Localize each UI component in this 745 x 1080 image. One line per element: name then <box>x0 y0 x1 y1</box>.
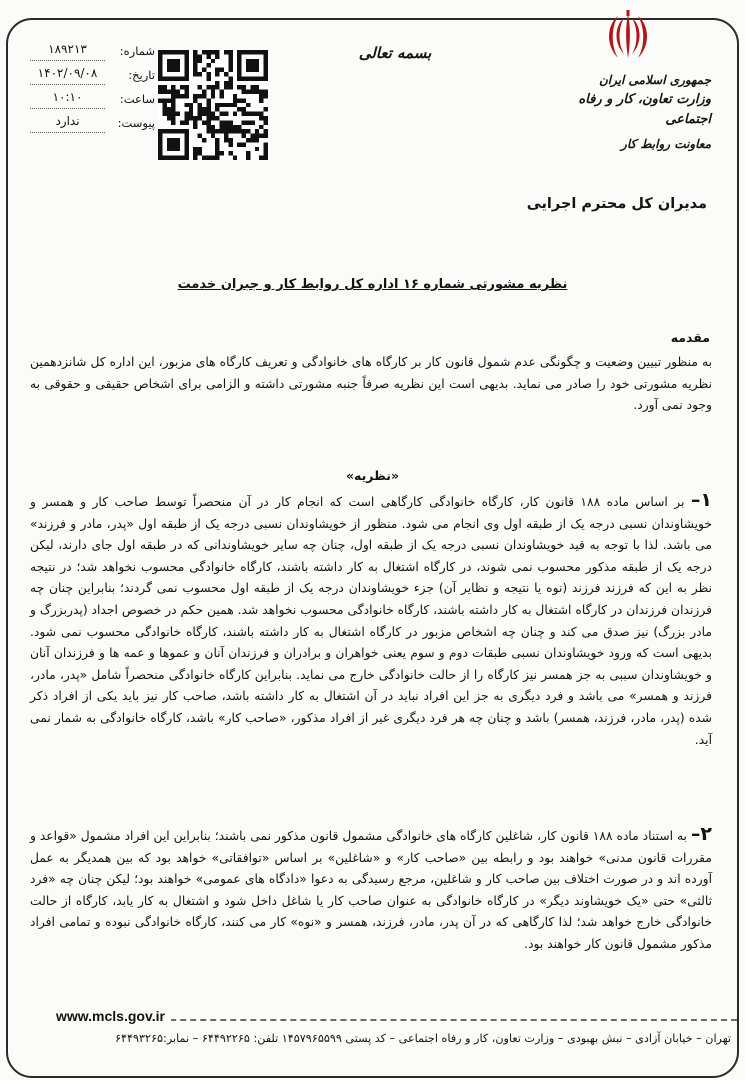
meta-date-label: تاریخ: <box>128 68 155 82</box>
organization-header <box>541 70 711 154</box>
meta-number-label: شماره: <box>119 44 155 58</box>
meta-attachment-value: ندارد <box>30 114 105 133</box>
opinion-heading: «نظریه» <box>345 468 400 483</box>
qr-code-icon <box>158 50 268 160</box>
subject-line <box>0 277 745 292</box>
opinion-paragraph-2 <box>30 825 712 956</box>
intro-paragraph: به منظور تبیین وضعیت و چگونگی عدم شمول قانون کار بر کارگاه های خانوادگی و تعریف کارگاه های مزبور، این اداره کل شانزدهمین نظریه مشورتی خود را صادر می نماید. بدیهی است این نظریه صرفاً جنبه مشورتی داشته و الزامی برای اشخاص حقیقی و حقوقی به وجود نمی آورد. <box>30 355 712 413</box>
subject-text: نظریه مشورتی شماره ۱۶ اداره کل روابط کار و جبران خدمت <box>177 277 568 292</box>
paragraph-text: به استناد ماده ۱۸۸ قانون کار، شاغلین کارگاه های خانوادگی مشمول قانون مذکور نمی باشند؛ بنابراین این افراد مشمول «قواعد و مقررات قانون مدنی» خواهند بود و رابطه بین «صاحب کار» و «شاغلین» بر اساس «توافقاتی» خواهد بود که بین همدیگر به عمل آورده اند و در صورت اختلاف بین صاحب کار و شاغلین، مرجع رسیدگی به دعوا «دادگاه های عمومی» خواهند بود؛ لیکن چنان چه «فرد ثالثی» حتی «یک خویشاوند دیگر» در کارگاه خانوادگی به عنوان صاحب کار یا شاغل داخل شود و اشتغال به کار یابد، کارگاه از حالت خانوادگی خارج خواهد شد؛ لذا کارگاهی که در آن پدر، مادر، فرزند، همسر و «نوه» کار می کنند، کارگاه خانوادگی نبوده و تمامی افراد مذکور مشمول قانون کار خواهند بود. <box>30 829 712 951</box>
meta-date-row <box>30 64 155 88</box>
paragraph-number: ۱– <box>690 489 712 511</box>
org-deputy: معاونت روابط کار <box>621 137 711 151</box>
meta-time-value: ۱۰:۱۰ <box>30 90 105 109</box>
meta-attachment-row <box>30 112 155 136</box>
org-ministry: وزارت تعاون، کار و رفاه اجتماعی <box>578 92 711 127</box>
opinion-paragraph-1 <box>30 491 712 751</box>
letter-metadata <box>30 40 155 136</box>
footer-address: تهران – خیابان آزادی – نبش بهبودی – وزارت تعاون، کار و رفاه اجتماعی – کد پستی ۱۴۵۷۹۶۵۵۹۹ تلفن: ۶۴۴۹۲۲۶۵ – نمابر:۶۴۴۹۳۲۶۵ <box>114 1032 731 1045</box>
paragraph-text: بر اساس ماده ۱۸۸ قانون کار، کارگاه خانوادگی کارگاهی است که انجام کار در آن منحصراً توسط صاحب کار و همسر و خویشاوندان نسبی درجه یک از طبقه اول وی انجام می شود. منظور از خویشاوندان نسبی درجه یک از طبقه اول «پدر، مادر و فرزند» می باشد. لذا با توجه به قید خویشاوندان نسبی درجه یک از طبقه اول، چنان چه سایر خویشاوندانی که در طبقه اول جای دارند، لیکن درجه یک از طبقه مذکور محسوب نمی شوند، در کارگاه اشتغال به کار داشته باشند، کارگاه خانوادگی محسوب نخواهد شد؛ در نتیجه نظر به این که فرزند فرزند (نوه یا نتیجه و نظایر آن) جزء خویشاوندان درجه یک از طبقه اول محسوب نمی گردند؛ بنابراین چنان چه فرزندان فرزندان در کارگاه اشتغال به کار داشته باشند، کارگاه خانوادگی محسوب نخواهد شد. همین حکم در خصوص اجداد (پدربزرگ و مادر بزرگ) نیز صدق می کند و چنان چه اشخاص مزبور در کارگاه اشتغال به کار داشته باشند، کارگاه خانوادگی محسوب نمی شود. بدیهی است که ورود خویشاوندان نسبی طبقات دوم و سوم یعنی خواهران و برادران و فرزندان آنان و عموها و عمه ها و فرزندان آنان و خویشاوندان سببی به جز همسر نیز کارگاه را از حالت خانوادگی خارج می نماید. بنابراین کارگاه خانوادگی منحصراً شامل «پدر، مادر، فرزند و همسر» می باشد و فرد دیگری به جز این افراد نباید در آن اشتغال به کار داشته باشد، صاحب کار نیز باید یکی از افراد ذکر شده (پدر، مادر، فرزند، همسر) باشد و چنان چه هر فرد دیگری غیر از افراد مذکور، «صاحب کار» باشد، کارگاه خانوادگی به شمار نمی آید. <box>30 495 712 747</box>
bismillah: بسمه تعالی <box>358 44 432 62</box>
meta-attachment-label: پیوست: <box>117 116 155 130</box>
addressee: مدیران کل محترم اجرایی <box>526 196 707 212</box>
iran-emblem-icon <box>604 8 652 66</box>
paragraph-number: ۲– <box>690 823 712 845</box>
meta-number-value: ۱۸۹۲۱۳ <box>30 42 105 61</box>
meta-date-value: ۱۴۰۲/۰۹/۰۸ <box>30 66 105 85</box>
meta-number-row <box>30 40 155 64</box>
org-country: جمهوری اسلامی ایران <box>598 73 711 87</box>
meta-time-label: ساعت: <box>119 92 155 106</box>
meta-time-row <box>30 88 155 112</box>
intro-heading: مقدمه <box>670 330 710 345</box>
website-link[interactable]: www.mcls.gov.ir <box>50 1008 171 1024</box>
